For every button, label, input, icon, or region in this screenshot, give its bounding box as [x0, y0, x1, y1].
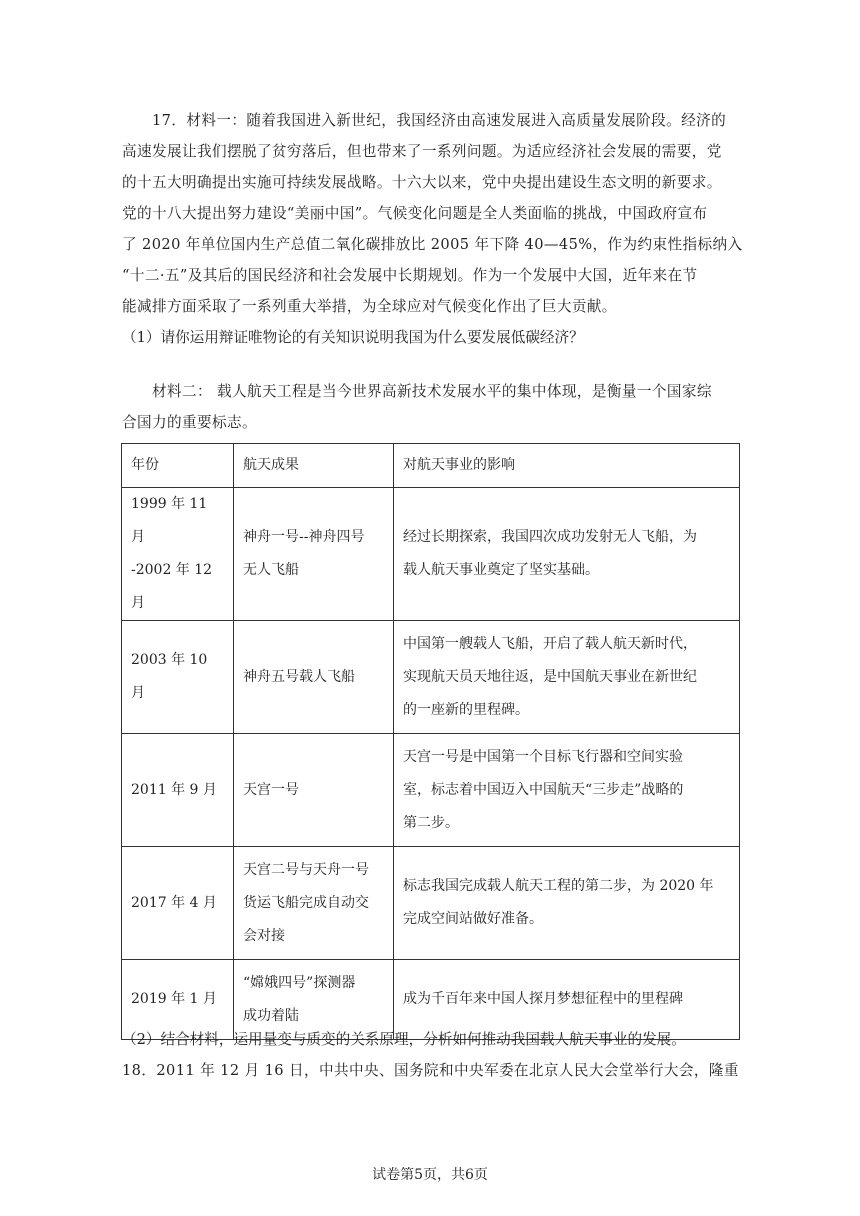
cell-line: 实现航天员天地往返，是中国航天事业在新世纪	[403, 668, 697, 685]
space-milestones-table	[121, 443, 740, 1040]
cell-line: 标志我国完成载人航天工程的第二步，为 2020 年	[403, 878, 714, 894]
table-row	[122, 488, 740, 621]
text-line: 高速发展让我们摆脱了贫穷落后，但也带来了一系列问题。为适应经济社会发展的需要，党	[122, 143, 722, 160]
material-one-paragraph	[122, 105, 743, 322]
cell-line: 天宫二号与天舟一号	[243, 861, 369, 878]
year-cell	[122, 488, 234, 621]
cell-line: 1999 年 11 月	[131, 496, 208, 545]
cell-line: 成功着陆	[243, 1007, 299, 1024]
cell-line: 无人飞船	[243, 562, 299, 578]
cell-line: 天宫一号	[243, 781, 299, 798]
text-line: 能减排方面采取了一系列重大举措，为全球应对气候变化作出了巨大贡献。	[122, 298, 617, 315]
text-line: “十二·五”及其后的国民经济和社会发展中长期规划。作为一个发展中大国，近年来在节	[122, 267, 698, 284]
header-impact: 对航天事业的影响	[394, 444, 740, 488]
achievement-cell	[234, 488, 394, 621]
achievement-cell	[234, 734, 394, 847]
text-line: 材料二： 载人航天工程是当今世界高新技术发展水平的集中体现，是衡量一个国家综	[152, 383, 712, 400]
cell-line: 载人航天事业奠定了坚实基础。	[403, 562, 599, 578]
cell-line: 中国第一艘载人飞船，开启了载人航天新时代，	[403, 635, 697, 652]
cell-line: “嫦娥四号”探测器	[243, 974, 356, 991]
cell-line: 2011 年 9 月	[131, 781, 217, 798]
text-line: 了 2020 年单位国内生产总值二氧化碳排放比 2005 年下降 40—45%，作为约束性指标纳入	[122, 236, 743, 253]
text-line: 17．材料一：随着我国进入新世纪，我国经济由高速发展进入高质量发展阶段。经济的	[152, 112, 727, 129]
cell-line: 2017 年 4 月	[131, 894, 217, 911]
cell-line: 的一座新的里程碑。	[403, 701, 529, 718]
year-cell	[122, 734, 234, 847]
header-achievement: 航天成果	[234, 444, 394, 488]
table-row	[122, 734, 740, 847]
page-footer: 试卷第5页，共6页	[372, 1167, 488, 1183]
achievement-cell	[234, 847, 394, 960]
impact-cell	[394, 847, 740, 960]
year-cell	[122, 847, 234, 960]
achievement-cell	[234, 621, 394, 734]
year-cell	[122, 621, 234, 734]
table-row	[122, 621, 740, 734]
text-line: 的十五大明确提出实施可持续发展战略。十六大以来，党中央提出建设生态文明的新要求。	[122, 174, 722, 191]
impact-cell	[394, 621, 740, 734]
cell-line: 神舟五号载人飞船	[243, 668, 355, 685]
impact-cell	[394, 734, 740, 847]
cell-line: 第二步。	[403, 814, 459, 831]
cell-line: 经过长期探索，我国四次成功发射无人飞船，为	[403, 529, 697, 545]
cell-line: 天宫一号是中国第一个目标飞行器和空间实验	[403, 748, 683, 765]
cell-line: -2002 年 12 月	[131, 562, 213, 611]
cell-line: 成为千百年来中国人探月梦想征程中的里程碑	[403, 991, 683, 1007]
cell-line: 货运飞船完成自动交	[243, 894, 369, 911]
cell-line: 2003 年 10 月	[131, 652, 208, 701]
question-two: （2）结合材料，运用量变与质变的关系原理，分析如何推动我国载人航天事业的发展。	[122, 1031, 686, 1048]
question-one: （1）请你运用辩证唯物论的有关知识说明我国为什么要发展低碳经济？	[122, 329, 584, 346]
cell-line: 神舟一号--神舟四号	[243, 529, 365, 545]
text-line: 党的十八大提出努力建设“美丽中国”。气候变化问题是全人类面临的挑战，中国政府宣布	[122, 205, 708, 222]
cell-line: 室，标志着中国迈入中国航天“三步走”战略的	[403, 781, 684, 798]
impact-cell	[394, 488, 740, 621]
cell-line: 完成空间站做好准备。	[403, 911, 543, 927]
question-eighteen: 18．2011 年 12 月 16 日，中共中央、国务院和中央军委在北京人民大会堂举行大会，隆重	[122, 1062, 739, 1079]
cell-line: 2019 年 1 月	[131, 991, 217, 1007]
header-year: 年份	[122, 444, 234, 488]
table-header-row	[122, 444, 740, 488]
cell-line: 会对接	[243, 927, 285, 944]
text-line: 合国力的重要标志。	[122, 414, 257, 431]
table-row	[122, 847, 740, 960]
material-two-paragraph	[122, 376, 740, 438]
